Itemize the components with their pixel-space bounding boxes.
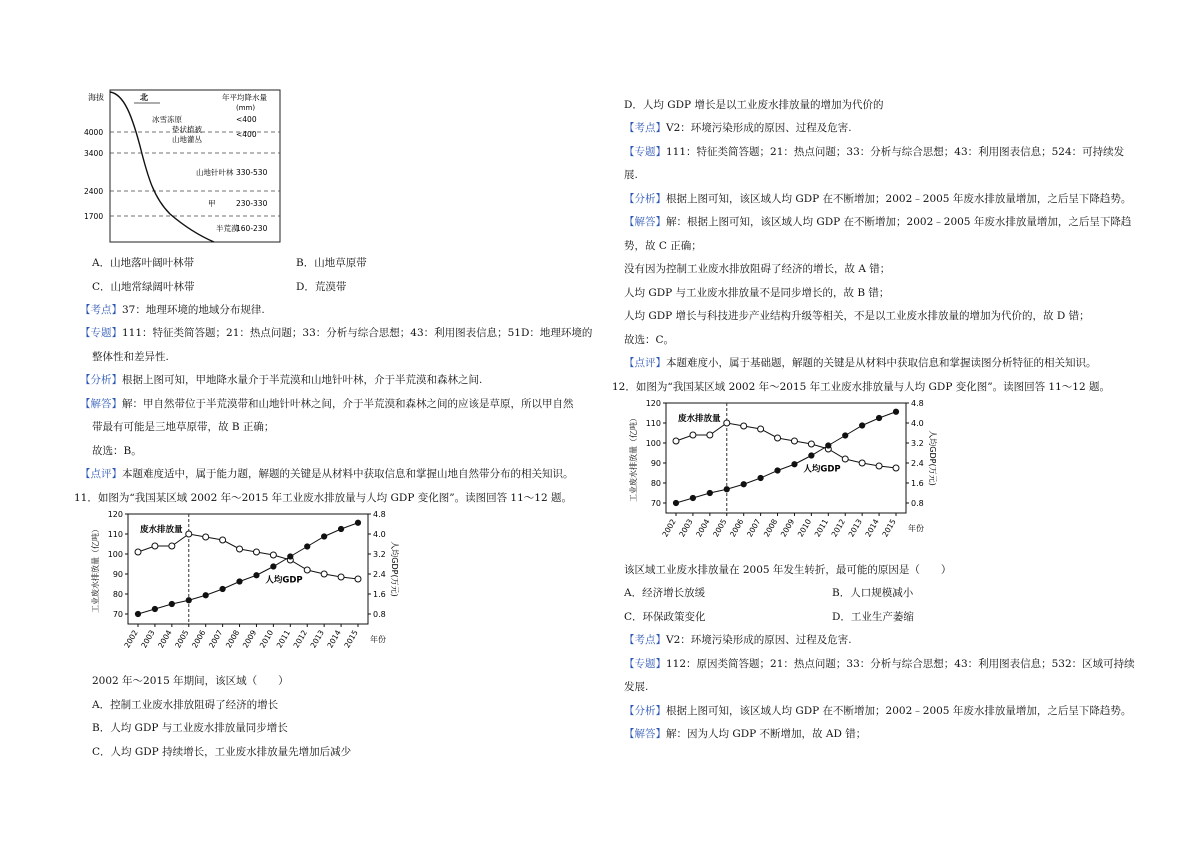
precip-unit: (mm) bbox=[236, 104, 256, 112]
wastewater-point bbox=[203, 534, 209, 540]
gdp-point bbox=[860, 423, 865, 428]
wastewater-point bbox=[237, 546, 243, 552]
wastewater-point bbox=[355, 576, 361, 582]
gdp-point bbox=[792, 462, 797, 467]
x-tick-label: 2003 bbox=[139, 628, 157, 650]
elevation-axis-label: 海拔 bbox=[88, 93, 104, 102]
y-right-tick-label: 0.8 bbox=[911, 499, 924, 508]
y-left-tick-label: 80 bbox=[650, 479, 661, 488]
y-left-tick-label: 120 bbox=[107, 510, 123, 519]
x-tick-label: 2007 bbox=[745, 517, 763, 539]
zone-name-label: 甲 bbox=[208, 199, 216, 208]
question-11-stem: 2002 年～2015 年期间，该区域（ ） bbox=[92, 675, 289, 687]
jieda-line-3: 故选：B。 bbox=[92, 445, 142, 457]
elevation-tick-label: 4000 bbox=[84, 128, 104, 137]
y-right-tick-label: 3.2 bbox=[911, 439, 924, 448]
gdp-point bbox=[741, 482, 746, 487]
kaodian2-line: 【考点】V2：环境污染形成的原因、过程及危害. bbox=[624, 634, 852, 646]
wastewater-point bbox=[724, 420, 730, 426]
question-12-stem: 该区域工业废水排放量在 2005 年发生转折，最可能的原因是（ ） bbox=[624, 564, 952, 576]
zone-name-label: 山地灌丛 bbox=[172, 135, 202, 144]
elevation-tick-label: 2400 bbox=[84, 187, 104, 196]
wastewater-point bbox=[270, 552, 276, 558]
gdp-point bbox=[288, 554, 293, 559]
x-tick-label: 2004 bbox=[694, 517, 712, 539]
jieda-line-2: 带最有可能是三地草原带，故 B 正确； bbox=[92, 421, 275, 433]
q11-option-c: C．人均 GDP 持续增长，工业废水排放量先增加后减少 bbox=[92, 746, 352, 758]
wastewater-point bbox=[808, 441, 814, 447]
gdp-point bbox=[843, 433, 848, 438]
kaodian-line: 【考点】37：地理环境的地域分布规律. bbox=[80, 304, 265, 316]
chart-q11 bbox=[88, 508, 398, 668]
y-left-tick-label: 90 bbox=[112, 570, 123, 579]
wastewater-gdp-chart-q11 bbox=[88, 508, 398, 668]
wastewater-point bbox=[741, 423, 747, 429]
jieda-line-1: 【解答】解：甲自然带位于半荒漠带和山地针叶林之间，介于半荒漠和森林之间的应该是草原，所以甲自然 bbox=[80, 398, 574, 410]
option-b: B．山地草原带 bbox=[296, 257, 367, 269]
x-tick-label: 2007 bbox=[207, 628, 225, 650]
chart-q12 bbox=[626, 397, 936, 557]
wastewater-point bbox=[321, 571, 327, 577]
x-tick-label: 2005 bbox=[711, 517, 729, 539]
x-tick-label: 2010 bbox=[257, 628, 276, 650]
wastewater-point bbox=[775, 435, 781, 441]
zhuanti-line-r2: 展. bbox=[624, 169, 638, 181]
kaodian-tag: 【考点】 bbox=[80, 304, 122, 316]
y-right-axis-label: 人均GDP(万元) bbox=[928, 430, 937, 486]
wastewater-point bbox=[673, 438, 679, 444]
y-left-tick-label: 70 bbox=[112, 610, 123, 619]
gdp-point bbox=[893, 409, 898, 414]
kaodian-line-r: 【考点】V2：环境污染形成的原因、过程及危害. bbox=[624, 122, 852, 134]
zone-precip-label: 160-230 bbox=[236, 224, 268, 233]
zone-name-label: 冰雪冻原 bbox=[152, 115, 182, 124]
gdp-point bbox=[690, 495, 695, 500]
gdp-point bbox=[826, 443, 831, 448]
jieda2-line: 【解答】解：因为人均 GDP 不断增加，故 AD 错； bbox=[624, 728, 867, 740]
x-unit-label: 年份 bbox=[908, 524, 924, 533]
wastewater-point bbox=[690, 432, 696, 438]
north-label: 北 bbox=[140, 93, 148, 102]
x-tick-label: 2014 bbox=[863, 517, 881, 539]
elevation-tick-label: 1700 bbox=[84, 212, 104, 221]
zhuanti-line-r1: 【专题】111：特征类简答题；21：热点问题；33：分析与综合思想；43：利用图表信息；524：可持续发 bbox=[624, 146, 1125, 158]
y-left-tick-label: 100 bbox=[645, 439, 661, 448]
fenxi2-line: 【分析】根据上图可知，该区域人均 GDP 在不断增加；2002﹣2005 年废水排放量增加，之后呈下降趋势。 bbox=[624, 705, 1132, 717]
x-tick-label: 2013 bbox=[846, 517, 864, 539]
gdp-point bbox=[169, 601, 174, 606]
jieda-line-r6: 故选：C。 bbox=[624, 334, 675, 346]
y-left-axis-label: 工业废水排放量（亿吨） bbox=[629, 414, 638, 502]
dianping-line-r: 【点评】本题难度小，属于基础题，解题的关键是从材料中获取信息和掌握读图分析特征的相关知识。 bbox=[624, 357, 1097, 369]
gdp-point bbox=[254, 573, 259, 578]
y-right-tick-label: 2.4 bbox=[373, 570, 386, 579]
zhuanti-line-1: 【专题】111：特征类简答题；21：热点问题；33：分析与综合思想；43：利用图表信息；51D：地理环境的 bbox=[80, 327, 593, 339]
gdp-point bbox=[305, 544, 310, 549]
y-right-tick-label: 1.6 bbox=[911, 479, 924, 488]
gdp-point bbox=[355, 520, 360, 525]
y-right-tick-label: 4.0 bbox=[373, 530, 386, 539]
series-label-gdp: 人均GDP bbox=[803, 464, 841, 475]
gdp-point bbox=[338, 526, 343, 531]
wastewater-point bbox=[220, 537, 226, 543]
gdp-point bbox=[271, 564, 276, 569]
q12-option-b: B．人口规模减小 bbox=[832, 587, 914, 599]
gdp-point bbox=[152, 606, 157, 611]
series-label-wastewater: 废水排放量 bbox=[140, 525, 183, 535]
gdp-point bbox=[237, 579, 242, 584]
gdp-point bbox=[203, 593, 208, 598]
y-right-tick-label: 4.0 bbox=[911, 419, 924, 428]
q12-option-d: D．工业生产萎缩 bbox=[832, 611, 914, 623]
dianping-tag: 【点评】 bbox=[80, 468, 122, 480]
zhuanti2-line-2: 发展. bbox=[624, 681, 649, 693]
wastewater-point bbox=[758, 426, 764, 432]
x-tick-label: 2011 bbox=[274, 628, 293, 650]
y-left-tick-label: 90 bbox=[650, 459, 661, 468]
zone-name-label: 垫状植被 bbox=[172, 125, 202, 134]
zone-precip-label: <400 bbox=[236, 115, 257, 124]
fenxi-tag: 【分析】 bbox=[80, 374, 122, 386]
zone-precip-label: 330-530 bbox=[236, 168, 268, 177]
wastewater-point bbox=[304, 567, 310, 573]
gdp-point bbox=[322, 534, 327, 539]
wastewater-point bbox=[859, 460, 865, 466]
x-tick-label: 2004 bbox=[156, 628, 174, 650]
x-tick-label: 2006 bbox=[190, 628, 208, 650]
q11-option-b: B．人均 GDP 与工业废水排放量同步增长 bbox=[92, 722, 288, 734]
zhuanti-tag: 【专题】 bbox=[80, 327, 122, 339]
x-tick-label: 2002 bbox=[660, 517, 678, 539]
q11-option-a: A．控制工业废水排放阻碍了经济的增长 bbox=[92, 699, 279, 711]
zone-precip-label: <400 bbox=[236, 130, 257, 139]
jieda-line-r3: 没有因为控制工业废水排放阻碍了经济的增长，故 A 错； bbox=[624, 263, 891, 275]
zone-name-label: 山地针叶林 bbox=[196, 168, 234, 177]
option-c: C．山地常绿阔叶林带 bbox=[92, 281, 195, 293]
y-left-tick-label: 100 bbox=[107, 550, 123, 559]
y-right-tick-label: 2.4 bbox=[911, 459, 924, 468]
x-tick-label: 2015 bbox=[880, 517, 898, 539]
q12-option-c: C．环保政策变化 bbox=[624, 611, 706, 623]
series-label-wastewater: 废水排放量 bbox=[678, 414, 721, 424]
mountain-zone-diagram bbox=[84, 86, 284, 248]
gdp-point bbox=[673, 500, 678, 505]
wastewater-point bbox=[842, 456, 848, 462]
y-right-tick-label: 0.8 bbox=[373, 610, 386, 619]
x-tick-label: 2008 bbox=[223, 628, 242, 650]
wastewater-point bbox=[707, 432, 713, 438]
x-tick-label: 2012 bbox=[291, 628, 309, 650]
wastewater-point bbox=[253, 549, 259, 555]
gdp-point bbox=[809, 453, 814, 458]
y-left-tick-label: 80 bbox=[112, 590, 123, 599]
gdp-point bbox=[876, 415, 881, 420]
gdp-point bbox=[775, 468, 780, 473]
y-right-tick-label: 4.8 bbox=[911, 399, 924, 408]
series-label-gdp: 人均GDP bbox=[265, 575, 303, 586]
x-tick-label: 2009 bbox=[240, 628, 259, 650]
wastewater-point bbox=[135, 549, 141, 555]
question-11: 11．如图为“我国某区域 2002 年～2015 年工业废水排放量与人均 GDP 变化图”。读图回答 11～12 题。 bbox=[74, 492, 572, 504]
gdp-point bbox=[758, 475, 763, 480]
y-left-tick-label: 120 bbox=[645, 399, 661, 408]
gdp-point bbox=[220, 586, 225, 591]
wastewater-point bbox=[169, 543, 175, 549]
x-tick-label: 2005 bbox=[173, 628, 191, 650]
option-a: A．山地落叶阔叶林带 bbox=[92, 257, 195, 269]
x-tick-label: 2002 bbox=[122, 628, 140, 650]
jieda-line-r2: 势，故 C 正确； bbox=[624, 240, 702, 252]
wastewater-point bbox=[876, 463, 882, 469]
wastewater-point bbox=[791, 438, 797, 444]
wastewater-gdp-chart-q12 bbox=[626, 397, 936, 557]
x-tick-label: 2003 bbox=[677, 517, 695, 539]
jieda-line-r5: 人均 GDP 增长与科技进步产业结构升级等相关，不是以工业废水排放量的增加为代价的，故 D 错； bbox=[624, 310, 1090, 322]
x-tick-label: 2013 bbox=[308, 628, 326, 650]
y-right-tick-label: 1.6 bbox=[373, 590, 386, 599]
y-left-tick-label: 110 bbox=[107, 530, 123, 539]
y-left-tick-label: 110 bbox=[645, 419, 661, 428]
y-right-axis-label: 人均GDP(万元) bbox=[390, 541, 399, 597]
wastewater-point bbox=[152, 543, 158, 549]
x-unit-label: 年份 bbox=[370, 635, 386, 644]
dianping-line: 【点评】本题难度适中，属于能力题，解题的关键是从材料中获取信息和掌握山地自然带分布的相关知识。 bbox=[80, 468, 574, 480]
x-tick-label: 2014 bbox=[325, 628, 343, 650]
jieda-line-r4: 人均 GDP 与工业废水排放量不是同步增长的，故 B 错； bbox=[624, 287, 890, 299]
zone-precip-label: 230-330 bbox=[236, 199, 268, 208]
gdp-point bbox=[707, 490, 712, 495]
x-tick-label: 2006 bbox=[728, 517, 746, 539]
zone-name-label: 半荒漠 bbox=[216, 224, 239, 233]
precip-header: 年平均降水量 bbox=[222, 93, 267, 102]
jieda-line-r1: 【解答】解：根据上图可知，该区域人均 GDP 在不断增加；2002﹣2005 年废水排放量增加，之后呈下降趋 bbox=[624, 216, 1132, 228]
y-left-tick-label: 70 bbox=[650, 499, 661, 508]
q12-option-a: A．经济增长放缓 bbox=[624, 587, 706, 599]
x-tick-label: 2010 bbox=[795, 517, 814, 539]
gdp-point bbox=[135, 611, 140, 616]
wastewater-point bbox=[893, 465, 899, 471]
y-right-tick-label: 4.8 bbox=[373, 510, 386, 519]
gdp-point bbox=[186, 598, 191, 603]
gdp-point bbox=[724, 487, 729, 492]
figure-mountain-zones bbox=[84, 86, 284, 248]
x-tick-label: 2015 bbox=[342, 628, 360, 650]
jieda-tag: 【解答】 bbox=[80, 398, 122, 410]
wastewater-point bbox=[186, 531, 192, 537]
question-12: 12．如图为“我国某区域 2002 年～2015 年工业废水排放量与人均 GDP 变化图”。读图回答 11～12 题。 bbox=[612, 381, 1110, 393]
fenxi-line: 【分析】根据上图可知，甲地降水量介于半荒漠和山地针叶林，介于半荒漠和森林之间. bbox=[80, 374, 483, 386]
x-tick-label: 2009 bbox=[778, 517, 797, 539]
x-tick-label: 2011 bbox=[812, 517, 831, 539]
x-tick-label: 2008 bbox=[761, 517, 780, 539]
elevation-tick-label: 3400 bbox=[84, 149, 104, 158]
x-tick-label: 2012 bbox=[829, 517, 847, 539]
zhuanti-line-2: 整体性和差异性. bbox=[92, 351, 169, 363]
zhuanti2-line-1: 【专题】112：原因类简答题；21：热点问题；33：分析与综合思想；43：利用图表信息；532：区域可持续 bbox=[624, 658, 1135, 670]
y-right-tick-label: 3.2 bbox=[373, 550, 386, 559]
y-left-axis-label: 工业废水排放量（亿吨） bbox=[91, 525, 100, 613]
wastewater-point bbox=[338, 574, 344, 580]
option-d: D．荒漠带 bbox=[296, 281, 347, 293]
fenxi-line-r: 【分析】根据上图可知，该区域人均 GDP 在不断增加；2002﹣2005 年废水排放量增加，之后呈下降趋势。 bbox=[624, 193, 1132, 205]
q11-option-d: D．人均 GDP 增长是以工业废水排放量的增加为代价的 bbox=[624, 99, 884, 111]
